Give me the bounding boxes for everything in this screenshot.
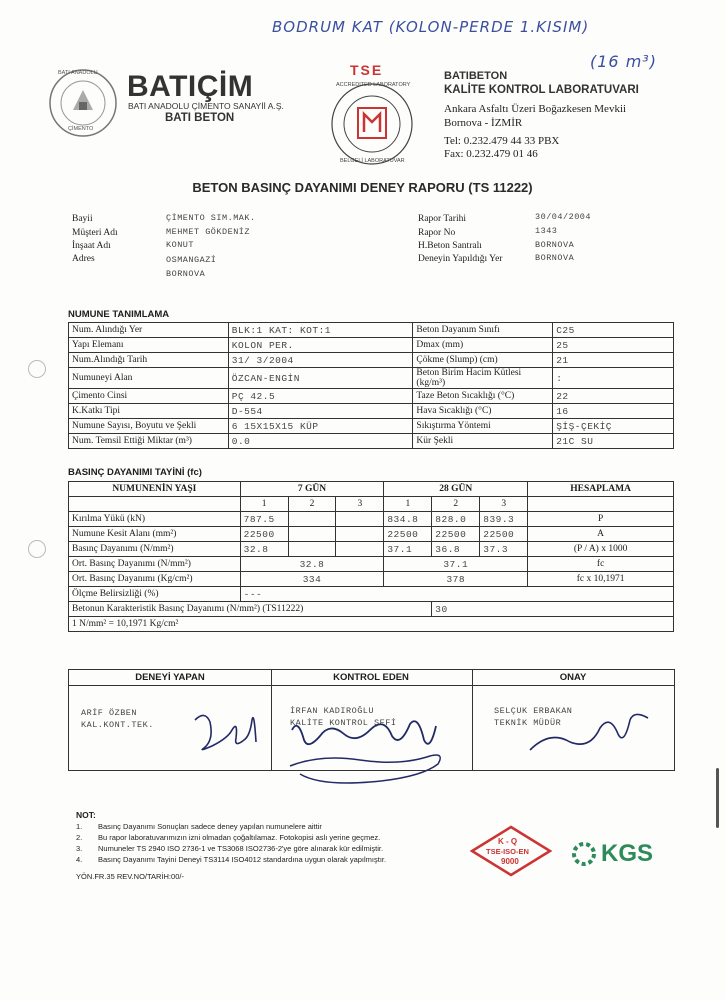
onay-header: ONAY	[472, 670, 674, 686]
calc-formula: P	[528, 512, 674, 527]
sample-value: D-554	[228, 404, 413, 419]
tse-ring-bottom: BELGELİ LABORATUVAR	[340, 158, 405, 164]
strength-row-label: Basınç Dayanımı (N/mm²)	[69, 542, 241, 557]
note-text: Numuneler TS 2940 ISO 2736-1 ve TS3068 ISO2736-2'ye göre alınarak kür edilmiştir.	[98, 844, 384, 853]
note-number: 4.	[76, 855, 83, 864]
tse-iso-label: TSE-ISO-EN	[486, 847, 529, 856]
strength-cell: 37.3	[480, 542, 528, 557]
strength-cell: 22500	[480, 527, 528, 542]
form-number: YÖN.FR.35 REV.NO/TARİH:00/-	[76, 872, 184, 881]
strength-row	[69, 512, 674, 527]
strength-cell	[336, 512, 384, 527]
sample-row	[69, 323, 674, 338]
sample-label: Çökme (Slump) (cm)	[413, 353, 553, 368]
sub-28-2: 2	[432, 497, 480, 512]
deneyi-yapan-name: ARİF ÖZBEN	[81, 708, 138, 718]
calc-formula: A	[528, 527, 674, 542]
sample-label: Num.Alındığı Tarih	[69, 353, 229, 368]
batı-anadolu-seal	[48, 68, 118, 138]
strength-cell	[336, 527, 384, 542]
deney-yeri-value: BORNOVA	[535, 253, 575, 263]
sample-label: Beton Dayanım Sınıfı	[413, 323, 553, 338]
note-number: 2.	[76, 833, 83, 842]
strength-cell: 787.5	[240, 512, 288, 527]
sample-value: ÖZCAN-ENGİN	[228, 368, 413, 389]
kontrol-eden-name: İRFAN KADIROĞLU	[290, 706, 375, 716]
onay-name: SELÇUK ERBAKAN	[494, 706, 573, 716]
kgs-logo-text: KGS	[601, 840, 654, 867]
calc-formula: fc	[528, 557, 674, 572]
sample-label: Kür Şekli	[413, 434, 553, 449]
sample-label: Çimento Cinsi	[69, 389, 229, 404]
average-row	[69, 557, 674, 572]
average-label: Ort. Basınç Dayanımı (N/mm²)	[69, 557, 241, 572]
scrollbar[interactable]	[716, 768, 719, 828]
sample-value: 6 15X15X15 KÜP	[228, 419, 413, 434]
rapor-no-label: Rapor No	[418, 228, 456, 238]
col-28-header: 28 GÜN	[384, 482, 528, 497]
rapor-no-value: 1343	[535, 226, 558, 236]
strength-cell	[288, 527, 336, 542]
note-text: Bu rapor laboratuvarımızın izni olmadan çoğaltılamaz. Fotokopisi aslı yerine geçmez.	[98, 833, 381, 842]
sub-7-3: 3	[336, 497, 384, 512]
sample-value: 21C SU	[553, 434, 674, 449]
note-item	[76, 822, 456, 833]
note-item	[76, 844, 456, 855]
note-item	[76, 855, 456, 866]
strength-cell: 834.8	[384, 512, 432, 527]
karak-label: Betonun Karakteristik Basınç Dayanımı (N/mm²) (TS11222)	[69, 602, 432, 617]
lab-address-1: Ankara Asfaltı Üzeri Boğazkesen Mevkii	[444, 103, 627, 115]
note-number: 1.	[76, 822, 83, 831]
strength-cell: 22500	[240, 527, 288, 542]
sub-28-1: 1	[384, 497, 432, 512]
tse-iso-badge	[470, 825, 552, 877]
sample-row	[69, 419, 674, 434]
sample-value: :	[553, 368, 674, 389]
adres-value-1: OSMANGAZİ	[166, 255, 217, 265]
sample-label: Num. Temsil Ettiği Miktar (m³)	[69, 434, 229, 449]
sample-value: 21	[553, 353, 674, 368]
handwritten-volume: (16 m³)	[590, 52, 657, 71]
sample-label: Taze Beton Sıcaklığı (°C)	[413, 389, 553, 404]
signature-scribbles	[0, 690, 725, 820]
strength-cell: 22500	[384, 527, 432, 542]
sample-row	[69, 353, 674, 368]
sample-value: 22	[553, 389, 674, 404]
adres-value-2: BORNOVA	[166, 269, 206, 279]
strength-cell	[336, 542, 384, 557]
col-age-header: NUMUNENİN YAŞI	[69, 482, 241, 497]
insaat-value: KONUT	[166, 240, 195, 250]
deneyi-yapan-title: KAL.KONT.TEK.	[81, 720, 154, 730]
strength-row	[69, 542, 674, 557]
strength-cell: 37.1	[384, 542, 432, 557]
report-title: BETON BASINÇ DAYANIMI DENEY RAPORU (TS 11222)	[192, 180, 533, 195]
strength-row-label: Kırılma Yükü (kN)	[69, 512, 241, 527]
sample-row	[69, 389, 674, 404]
musteri-label: Müşteri Adı	[72, 228, 118, 238]
tse-accredited-seal	[316, 62, 428, 168]
adres-label: Adres	[72, 254, 95, 264]
note-text: Basınç Dayanımı Tayini Deneyi TS3114 ISO4012 standardına uygun olarak yapılmıştır.	[98, 855, 387, 864]
deney-yeri-label: Deneyin Yapıldığı Yer	[418, 254, 503, 264]
sample-label: Numune Sayısı, Boyutu ve Şekli	[69, 419, 229, 434]
strength-cell: 32.8	[240, 542, 288, 557]
sample-value: 16	[553, 404, 674, 419]
strength-cell	[288, 512, 336, 527]
sample-label: Yapı Elemanı	[69, 338, 229, 353]
sample-value: C25	[553, 323, 674, 338]
average-28-day: 37.1	[384, 557, 528, 572]
blank-cell	[528, 497, 674, 512]
sample-table	[68, 322, 674, 449]
iso-number: 9000	[501, 857, 519, 866]
calc-formula: fc x 10,1971	[528, 572, 674, 587]
olcme-value: ---	[240, 587, 288, 602]
tse-logo: TSE	[350, 62, 384, 78]
average-7-day: 334	[240, 572, 384, 587]
strength-cell: 22500	[432, 527, 480, 542]
strength-cell: 828.0	[432, 512, 480, 527]
brand-name: BATIÇİM	[127, 70, 254, 103]
lab-name-1: BATIBETON	[444, 70, 508, 82]
strength-row-label: Numune Kesit Alanı (mm²)	[69, 527, 241, 542]
average-label: Ort. Basınç Dayanımı (Kg/cm²)	[69, 572, 241, 587]
rapor-tarihi-label: Rapor Tarihi	[418, 214, 466, 224]
lab-fax: Fax: 0.232.479 01 46	[444, 148, 538, 160]
notes-list	[76, 822, 456, 866]
brand-division: BATI BETON	[165, 112, 235, 124]
col-calc-header: HESAPLAMA	[528, 482, 674, 497]
sample-row	[69, 338, 674, 353]
handwritten-title: BODRUM KAT (KOLON-PERDE 1.KISIM)	[272, 18, 590, 36]
brand-subtitle: BATI ANADOLU ÇİMENTO SANAYİİ A.Ş.	[128, 101, 284, 111]
note-number: 3.	[76, 844, 83, 853]
musteri-value: MEHMET GÖKDENİZ	[166, 227, 251, 237]
olcme-label: Ölçme Belirsizliği (%)	[69, 587, 241, 602]
sample-label: Hava Sıcaklığı (°C)	[413, 404, 553, 419]
sample-row	[69, 368, 674, 389]
sample-label: Beton Birim Hacim Kütlesi (kg/m³)	[413, 368, 553, 389]
bayii-label: Bayii	[72, 214, 93, 224]
lab-tel: Tel: 0.232.479 44 33 PBX	[444, 135, 560, 147]
strength-section-title: BASINÇ DAYANIMI TAYİNİ (fc)	[68, 467, 202, 478]
strength-cell: 839.3	[480, 512, 528, 527]
deneyi-yapan-header: DENEYİ YAPAN	[69, 670, 271, 686]
strength-row	[69, 527, 674, 542]
sample-value: 0.0	[228, 434, 413, 449]
insaat-label: İnşaat Adı	[72, 241, 111, 251]
karak-value: 30	[432, 602, 480, 617]
strength-table	[68, 481, 674, 632]
conversion-note: 1 N/mm² = 10,1971 Kg/cm²	[69, 617, 674, 632]
santral-label: H.Beton Santralı	[418, 241, 482, 251]
bayii-value: ÇİMENTO SIM.MAK.	[166, 213, 256, 223]
punch-hole-mark	[28, 540, 46, 558]
sub-28-3: 3	[480, 497, 528, 512]
kq-label: K - Q	[498, 837, 518, 846]
blank-cell	[69, 497, 241, 512]
kontrol-eden-title: KALİTE KONTROL ŞEFİ	[290, 718, 397, 728]
sample-label: K.Katkı Tipi	[69, 404, 229, 419]
seal-text-bottom: ÇİMENTO	[68, 126, 94, 132]
sample-value: BLK:1 KAT: KOT:1	[228, 323, 413, 338]
santral-value: BORNOVA	[535, 240, 575, 250]
sample-value: 25	[553, 338, 674, 353]
seal-text-top: BATI ANADOLU	[58, 70, 98, 76]
lab-name-2: KALİTE KONTROL LABORATUVARI	[444, 84, 639, 96]
sample-section-title: NUMUNE TANIMLAMA	[68, 309, 170, 320]
sub-7-2: 2	[288, 497, 336, 512]
sample-value: KOLON PER.	[228, 338, 413, 353]
sample-label: Dmax (mm)	[413, 338, 553, 353]
onay-title: TEKNİK MÜDÜR	[494, 718, 562, 728]
lab-address-2: Bornova - İZMİR	[444, 117, 523, 129]
sample-label: Numuneyi Alan	[69, 368, 229, 389]
calc-formula: (P / A) x 1000	[528, 542, 674, 557]
sub-7-1: 1	[240, 497, 288, 512]
tse-ring-top: ACCREDITED LABORATORY	[336, 82, 411, 88]
strength-cell	[288, 542, 336, 557]
sample-label: Num. Alındığı Yer	[69, 323, 229, 338]
note-text: Basınç Dayanımı Sonuçları sadece deney yapılan numunelere aittir	[98, 822, 322, 831]
notes-title: NOT:	[76, 810, 96, 820]
punch-hole-mark	[28, 360, 46, 378]
kgs-logo-icon	[570, 840, 598, 868]
average-28-day: 378	[384, 572, 528, 587]
sample-label: Sıkıştırma Yöntemi	[413, 419, 553, 434]
sample-value: PÇ 42.5	[228, 389, 413, 404]
strength-cell: 36.8	[432, 542, 480, 557]
sample-row	[69, 434, 674, 449]
sample-value: ŞİŞ-ÇEKİÇ	[553, 419, 674, 434]
sample-value: 31/ 3/2004	[228, 353, 413, 368]
average-row	[69, 572, 674, 587]
rapor-tarihi-value: 30/04/2004	[535, 212, 592, 222]
note-item	[76, 833, 456, 844]
average-7-day: 32.8	[240, 557, 384, 572]
kontrol-eden-header: KONTROL EDEN	[270, 670, 472, 686]
sample-row	[69, 404, 674, 419]
col-7-header: 7 GÜN	[240, 482, 384, 497]
